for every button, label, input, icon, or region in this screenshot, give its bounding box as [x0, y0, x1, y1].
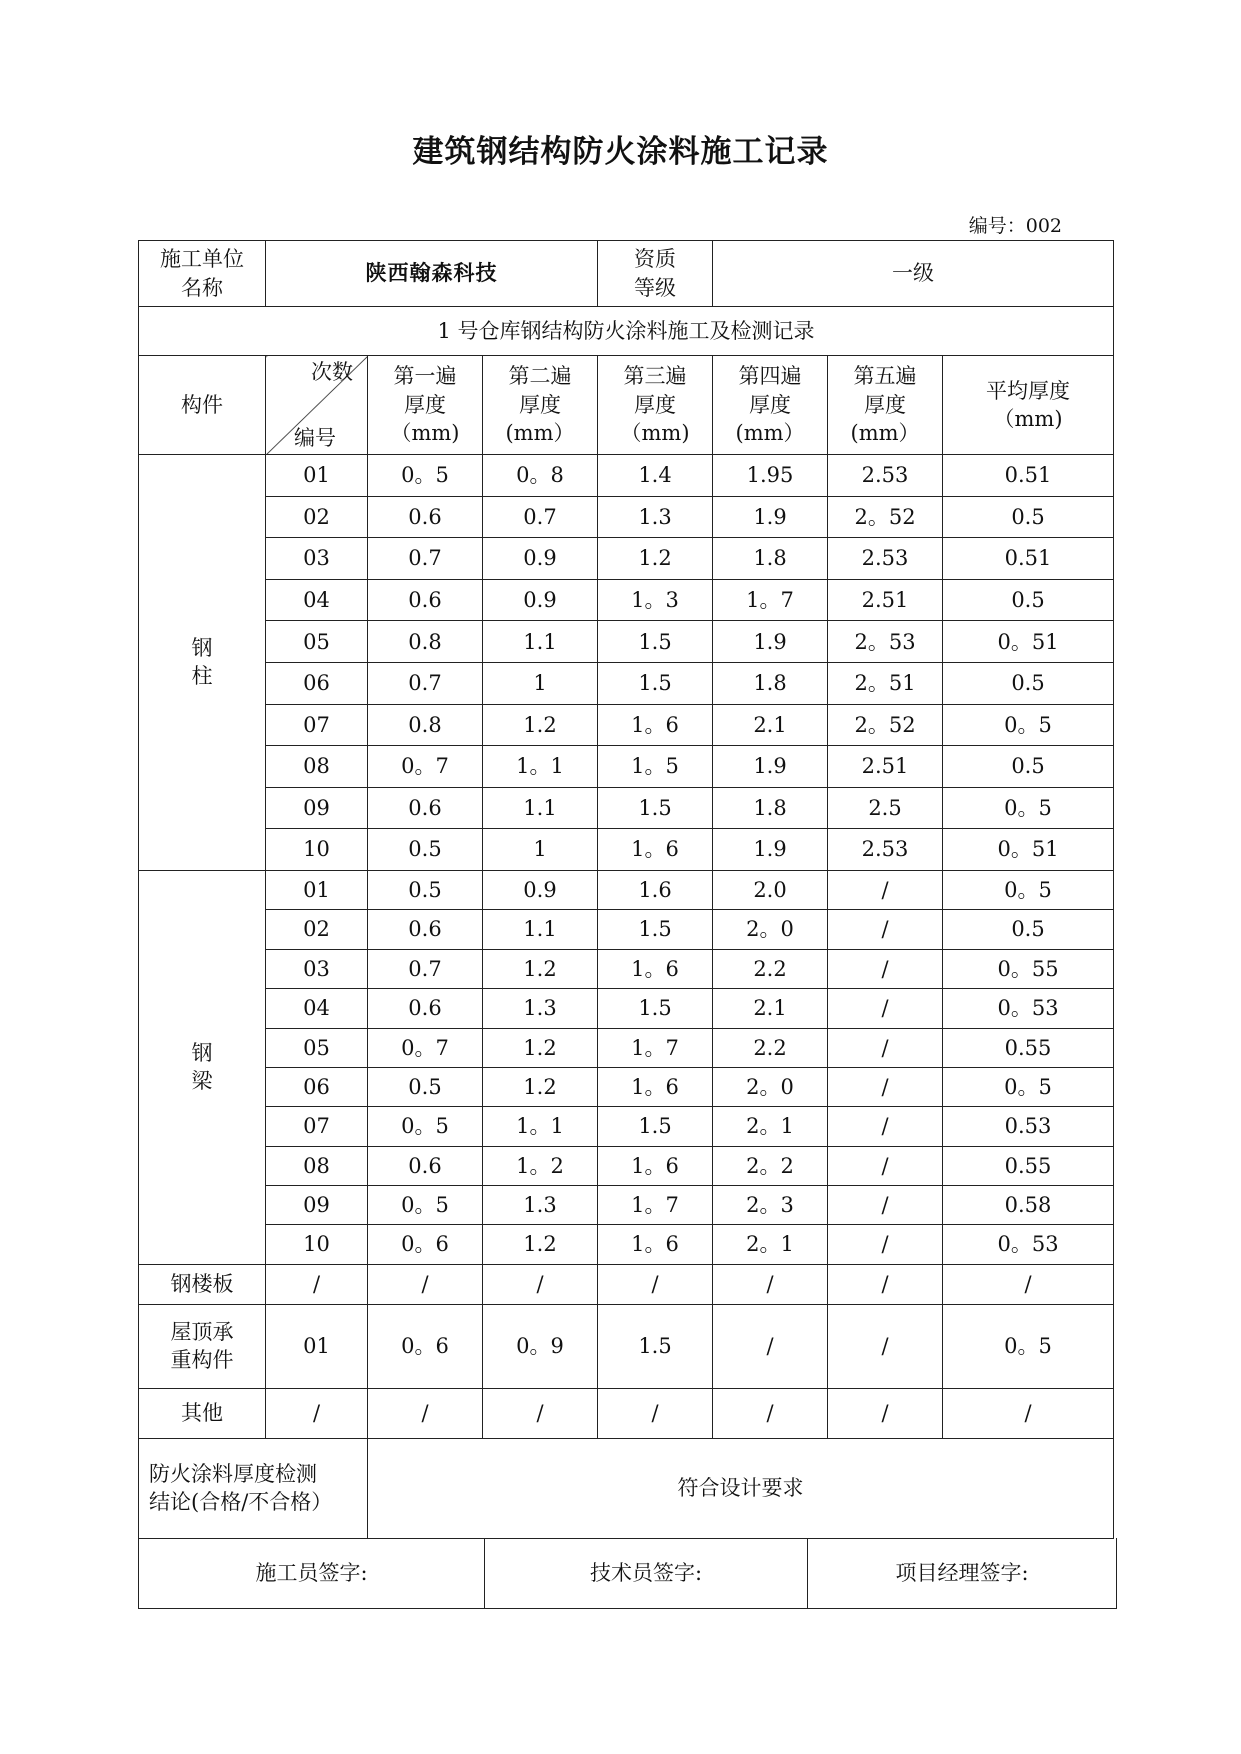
table-cell: 0.7 — [368, 949, 483, 988]
table-row — [139, 496, 1114, 538]
qual-label-line1: 资质 — [634, 247, 677, 272]
table-cell: 0.53 — [943, 1107, 1114, 1146]
table-cell: 1。5 — [598, 746, 713, 788]
table-cell: 1.6 — [598, 870, 713, 909]
col-member: 构件 — [139, 356, 266, 455]
table-cell: 1。6 — [598, 829, 713, 871]
table-cell: 1.5 — [598, 621, 713, 663]
table-cell: 1.2 — [598, 538, 713, 580]
table-cell: 1。6 — [598, 1225, 713, 1264]
table-cell: 1.8 — [713, 787, 828, 829]
conclusion-label-line1: 防火涂料厚度检测 — [149, 1462, 317, 1486]
table-cell: 2。0 — [713, 1067, 828, 1106]
subtitle-row — [139, 307, 1114, 356]
table-cell: 1.9 — [713, 621, 828, 663]
table-cell: 0.5 — [943, 746, 1114, 788]
table-cell: 2。51 — [828, 662, 943, 704]
roof-row-label — [139, 1304, 266, 1388]
table-cell: 0。5 — [943, 1304, 1114, 1388]
table-cell: 09 — [266, 1186, 368, 1225]
table-cell: 0.6 — [368, 989, 483, 1028]
table-cell: 0。8 — [483, 455, 598, 497]
table-cell: / — [713, 1264, 828, 1304]
other-row-label: 其他 — [139, 1388, 266, 1438]
table-cell: 0.5 — [943, 579, 1114, 621]
table-cell: 1.5 — [598, 910, 713, 949]
table-cell: 1。7 — [713, 579, 828, 621]
table-row — [139, 1107, 1114, 1146]
roof-label-line2: 重构件 — [170, 1348, 234, 1373]
table-cell: 0.8 — [368, 704, 483, 746]
table-cell: 0.5 — [368, 870, 483, 909]
signature-table — [138, 1538, 1117, 1609]
table-cell: 1.3 — [598, 496, 713, 538]
table-cell: 1.2 — [483, 1225, 598, 1264]
table-row — [139, 455, 1114, 497]
table-cell: 1。7 — [598, 1186, 713, 1225]
table-cell: 02 — [266, 496, 368, 538]
table-cell: 0.5 — [368, 1067, 483, 1106]
table-cell: / — [828, 1388, 943, 1438]
table-cell: 1。3 — [598, 579, 713, 621]
table-row — [139, 870, 1114, 909]
table-cell: 2.1 — [713, 704, 828, 746]
table-cell: 1.2 — [483, 1067, 598, 1106]
table-cell: 0。5 — [368, 455, 483, 497]
table-cell: 0.8 — [368, 621, 483, 663]
table-cell: 0。51 — [943, 621, 1114, 663]
table-cell: 0。6 — [368, 1304, 483, 1388]
table-cell: 04 — [266, 989, 368, 1028]
col-pass3: 第三遍 厚度 （mm) — [598, 356, 713, 455]
table-cell: 2.1 — [713, 989, 828, 1028]
table-cell: 1.5 — [598, 662, 713, 704]
table-cell: 0.55 — [943, 1146, 1114, 1185]
table-cell: 1.8 — [713, 662, 828, 704]
col-times: 次数 — [311, 360, 353, 384]
unit-value: 陕西翰森科技 — [266, 241, 598, 307]
table-cell: 2.51 — [828, 746, 943, 788]
unit-label-cell — [139, 241, 266, 307]
col-pass1: 第一遍 厚度 （mm) — [368, 356, 483, 455]
table-cell: 1。1 — [483, 1107, 598, 1146]
table-cell: 1.95 — [713, 455, 828, 497]
steel-beam-label — [139, 870, 266, 1264]
table-cell: 03 — [266, 538, 368, 580]
table-cell: 1.4 — [598, 455, 713, 497]
table-cell: 0.6 — [368, 910, 483, 949]
signature-worker[interactable]: 施工员签字: — [139, 1538, 485, 1608]
table-cell: 0.55 — [943, 1028, 1114, 1067]
table-cell: 1.1 — [483, 621, 598, 663]
table-cell: 0.6 — [368, 1146, 483, 1185]
signature-manager[interactable]: 项目经理签字: — [808, 1538, 1117, 1608]
table-cell: / — [368, 1264, 483, 1304]
table-cell: / — [483, 1388, 598, 1438]
table-cell: 05 — [266, 1028, 368, 1067]
table-cell: 1.1 — [483, 787, 598, 829]
table-cell: / — [943, 1264, 1114, 1304]
table-row — [139, 704, 1114, 746]
table-cell: 0.9 — [483, 870, 598, 909]
table-cell: 2。0 — [713, 910, 828, 949]
signature-tech[interactable]: 技术员签字: — [485, 1538, 808, 1608]
table-subtitle: 1 号仓库钢结构防火涂料施工及检测记录 — [139, 307, 1114, 356]
table-cell: 1.9 — [713, 746, 828, 788]
table-cell: 0。5 — [943, 787, 1114, 829]
table-cell: 1.2 — [483, 1028, 598, 1067]
table-cell: / — [828, 1067, 943, 1106]
page-title: 建筑钢结构防火涂料施工记录 — [412, 134, 829, 170]
table-cell: 10 — [266, 829, 368, 871]
conclusion-value: 符合设计要求 — [368, 1438, 1114, 1538]
table-cell: / — [828, 1107, 943, 1146]
table-row — [139, 746, 1114, 788]
table-cell: 0。7 — [368, 1028, 483, 1067]
qual-label-cell — [598, 241, 713, 307]
table-cell: 0.7 — [368, 538, 483, 580]
table-cell: 1.5 — [598, 1107, 713, 1146]
table-cell: 1.9 — [713, 496, 828, 538]
table-cell: 0.7 — [483, 496, 598, 538]
table-cell: 2.53 — [828, 455, 943, 497]
table-cell: 0。5 — [368, 1107, 483, 1146]
table-cell: 2.2 — [713, 1028, 828, 1067]
table-cell: 0.58 — [943, 1186, 1114, 1225]
table-row — [139, 662, 1114, 704]
table-cell: 1.3 — [483, 989, 598, 1028]
table-cell: 0。9 — [483, 1304, 598, 1388]
table-row — [139, 621, 1114, 663]
table-cell: 2。3 — [713, 1186, 828, 1225]
table-row — [139, 1146, 1114, 1185]
qual-value: 一级 — [713, 241, 1114, 307]
table-row — [139, 538, 1114, 580]
table-cell: 1 — [483, 662, 598, 704]
table-cell: / — [266, 1264, 368, 1304]
table-cell: 1.2 — [483, 949, 598, 988]
table-cell: 0.6 — [368, 787, 483, 829]
table-cell: 0.5 — [368, 829, 483, 871]
table-cell: 2.5 — [828, 787, 943, 829]
table-cell: 1。1 — [483, 746, 598, 788]
unit-label-line2: 名称 — [181, 275, 223, 300]
table-cell: / — [828, 1146, 943, 1185]
table-cell: 0.7 — [368, 662, 483, 704]
table-cell: 08 — [266, 746, 368, 788]
table-cell: 2.53 — [828, 538, 943, 580]
table-cell: 07 — [266, 704, 368, 746]
table-cell: 0。5 — [368, 1186, 483, 1225]
table-cell: / — [828, 1186, 943, 1225]
table-cell: 2.0 — [713, 870, 828, 909]
roof-label-line1: 屋顶承 — [170, 1320, 234, 1344]
steel-column-label — [139, 455, 266, 871]
table-cell: / — [828, 1264, 943, 1304]
table-cell: 1.5 — [598, 787, 713, 829]
table-cell: 1 — [483, 829, 598, 871]
table-cell: / — [828, 1304, 943, 1388]
table-cell: / — [828, 910, 943, 949]
unit-label-line1: 施工单位 — [160, 247, 244, 272]
table-cell: / — [943, 1388, 1114, 1438]
table-cell: 06 — [266, 1067, 368, 1106]
header-row-unit — [139, 241, 1114, 307]
other-row — [139, 1388, 1114, 1438]
floor-row-label: 钢楼板 — [139, 1264, 266, 1304]
table-cell: 1.2 — [483, 704, 598, 746]
table-row — [139, 989, 1114, 1028]
document-number: 编号：002 — [968, 215, 1062, 237]
table-cell: / — [713, 1304, 828, 1388]
table-cell: / — [828, 989, 943, 1028]
table-row — [139, 1225, 1114, 1264]
table-cell: 08 — [266, 1146, 368, 1185]
table-cell: 04 — [266, 579, 368, 621]
table-cell: 02 — [266, 910, 368, 949]
table-cell: 0。5 — [943, 704, 1114, 746]
table-cell: 1。6 — [598, 1067, 713, 1106]
table-cell: / — [368, 1388, 483, 1438]
table-row — [139, 949, 1114, 988]
table-cell: 1。7 — [598, 1028, 713, 1067]
table-cell: / — [598, 1264, 713, 1304]
table-cell: 0。5 — [943, 1067, 1114, 1106]
table-cell: 10 — [266, 1225, 368, 1264]
table-cell: / — [713, 1388, 828, 1438]
col-times-number — [266, 356, 368, 455]
steel-column-label-line2: 柱 — [191, 664, 213, 689]
table-cell: 0.5 — [943, 662, 1114, 704]
floor-row — [139, 1264, 1114, 1304]
col-average: 平均厚度 （mm) — [943, 356, 1114, 455]
table-cell: 0。5 — [943, 870, 1114, 909]
table-cell: 1.8 — [713, 538, 828, 580]
table-row — [139, 787, 1114, 829]
table-cell: 2。52 — [828, 704, 943, 746]
table-cell: 1.5 — [598, 1304, 713, 1388]
table-cell: 0。55 — [943, 949, 1114, 988]
conclusion-label-line2: 结论(合格/不合格） — [149, 1490, 333, 1515]
roof-row — [139, 1304, 1114, 1388]
table-cell: 2.2 — [713, 949, 828, 988]
table-cell: 01 — [266, 455, 368, 497]
table-row — [139, 579, 1114, 621]
table-cell: 07 — [266, 1107, 368, 1146]
col-number: 编号 — [294, 425, 336, 450]
table-cell: 1.1 — [483, 910, 598, 949]
table-cell: 0.5 — [943, 910, 1114, 949]
table-cell: 06 — [266, 662, 368, 704]
table-cell: / — [598, 1388, 713, 1438]
column-header-row — [139, 356, 1114, 455]
table-row — [139, 910, 1114, 949]
steel-beam-label-line1: 钢 — [191, 1041, 213, 1066]
table-cell: 1.5 — [598, 989, 713, 1028]
table-cell: 1.3 — [483, 1186, 598, 1225]
steel-beam-label-line2: 梁 — [191, 1069, 213, 1094]
table-cell: 0.9 — [483, 538, 598, 580]
record-table — [138, 240, 1114, 1539]
table-cell: 2。53 — [828, 621, 943, 663]
steel-column-label-line1: 钢 — [191, 636, 213, 661]
table-cell: 1。2 — [483, 1146, 598, 1185]
table-cell: / — [828, 870, 943, 909]
table-cell: / — [828, 1028, 943, 1067]
col-pass5: 第五遍 厚度 (mm） — [828, 356, 943, 455]
table-row — [139, 829, 1114, 871]
table-cell: 05 — [266, 621, 368, 663]
conclusion-row — [139, 1438, 1114, 1538]
table-cell: 09 — [266, 787, 368, 829]
table-cell: / — [266, 1388, 368, 1438]
table-cell: 2。1 — [713, 1107, 828, 1146]
table-cell: 1。6 — [598, 704, 713, 746]
table-cell: 2。1 — [713, 1225, 828, 1264]
table-cell: 01 — [266, 1304, 368, 1388]
table-cell: 0.6 — [368, 496, 483, 538]
table-cell: 2.51 — [828, 579, 943, 621]
table-cell: / — [483, 1264, 598, 1304]
table-cell: / — [828, 1225, 943, 1264]
table-cell: 0.51 — [943, 455, 1114, 497]
table-cell: 0。6 — [368, 1225, 483, 1264]
table-cell: 1。6 — [598, 1146, 713, 1185]
table-cell: 2.53 — [828, 829, 943, 871]
table-cell: 0.51 — [943, 538, 1114, 580]
table-cell: 0。51 — [943, 829, 1114, 871]
qual-label-line2: 等级 — [634, 275, 677, 300]
conclusion-label — [139, 1438, 368, 1538]
table-cell: 0。53 — [943, 989, 1114, 1028]
table-cell: 0.5 — [943, 496, 1114, 538]
table-cell: 0。7 — [368, 746, 483, 788]
table-cell: 2。52 — [828, 496, 943, 538]
table-cell: 1。6 — [598, 949, 713, 988]
table-cell: 0.9 — [483, 579, 598, 621]
table-cell: 0.6 — [368, 579, 483, 621]
table-row — [139, 1028, 1114, 1067]
table-row — [139, 1067, 1114, 1106]
table-row — [139, 1186, 1114, 1225]
table-cell: 01 — [266, 870, 368, 909]
table-cell: 2。2 — [713, 1146, 828, 1185]
table-cell: 1.9 — [713, 829, 828, 871]
table-cell: / — [828, 949, 943, 988]
col-pass2: 第二遍 厚度 (mm） — [483, 356, 598, 455]
col-pass4: 第四遍 厚度 (mm） — [713, 356, 828, 455]
table-cell: 03 — [266, 949, 368, 988]
table-cell: 0。53 — [943, 1225, 1114, 1264]
